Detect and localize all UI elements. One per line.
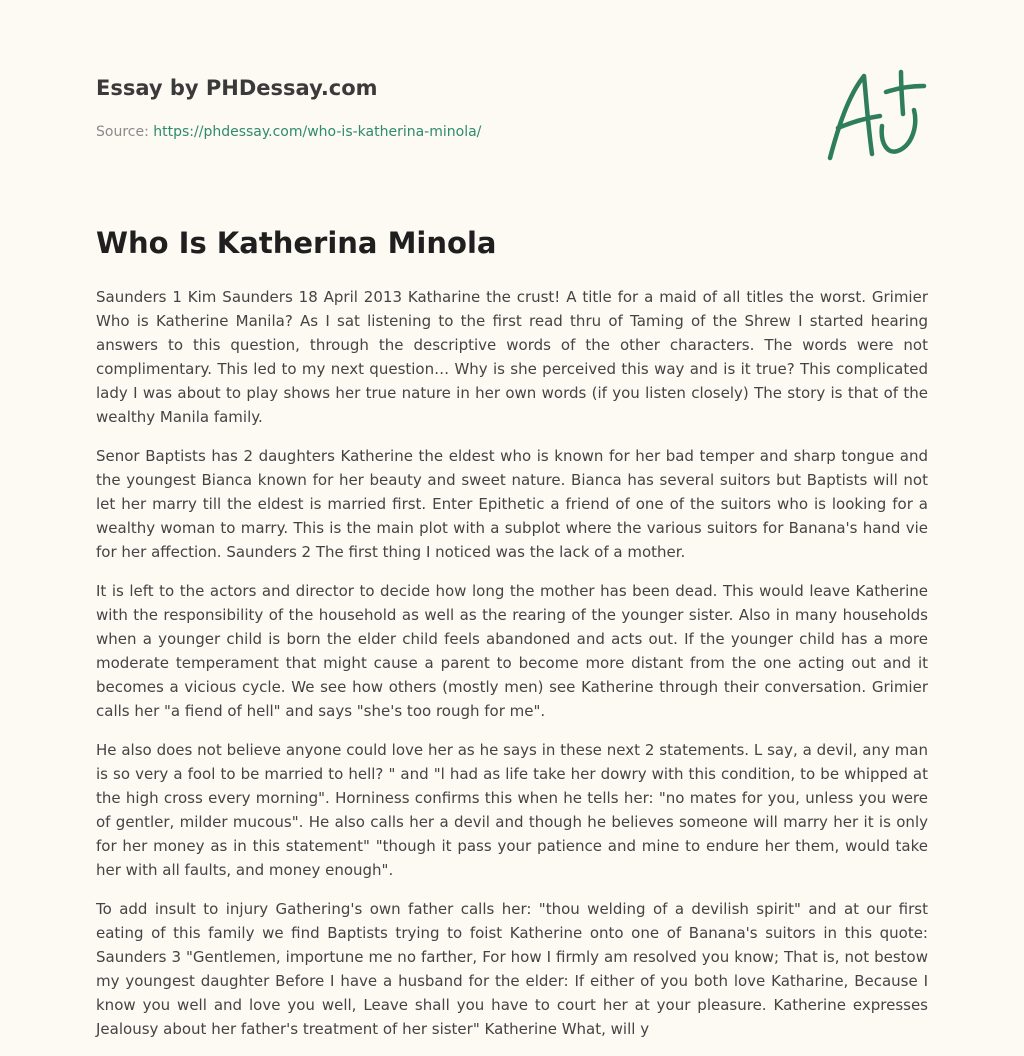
essay-title: Who Is Katherina Minola (96, 226, 497, 260)
paragraph-4: He also does not believe anyone could love her as he says in these next 2 statements. L say, a devil, any man is so very a fool to be married to hell? " and "l had as life take her dowry with this condition, to be whipped at the high cross every morning". Horniness confirms this when he tells her: "no mates for you, unless you were of gentler, milder mucous". He also calls her a devil and though he believes someone will marry her it is only for her money as in this statement" "though it pass your patience and mine to endure her them, would take her with all faults, and money enough". (96, 741, 928, 879)
source-label: Source: (96, 124, 154, 140)
paragraph-1: Saunders 1 Kim Saunders 18 April 2013 Katharine the crust! A title for a maid of all titles the worst. Grimier Who is Katherine Manila? As I sat listening to the first read thru of Taming of the Shrew I started hearing answers to this question, through the descriptive words of the other characters. The words were not complimentary. This led to my next question… Why is she perceived this way and is it true? This complicated lady I was about to play shows her true nature in her own words (if you listen closely) The story is that of the wealthy Manila family. (96, 288, 928, 426)
paragraph-2: Senor Baptists has 2 daughters Katherine the eldest who is known for her bad temper and sharp tongue and the youngest Bianca known for her beauty and sweet nature. Bianca has several suitors but Baptists will not let her marry till the eldest is married first. Enter Epithetic a friend of one of the suitors who is looking for a wealthy woman to marry. This is the main plot with a subplot where the various suitors for Banana's hand vie for her affection. Saunders 2 The first thing I noticed was the lack of a mother. (96, 447, 928, 561)
site-brand: Essay by PHDessay.com (96, 76, 378, 100)
a-plus-logo-svg (818, 66, 930, 166)
essay-body (96, 285, 928, 1056)
a-plus-grade-icon (818, 66, 930, 166)
paragraph-5: To add insult to injury Gathering's own father calls her: "thou welding of a devilish spirit" and at our first eating of this family we find Baptists trying to foist Katherine onto one of Banana's suitors in this quote: Saunders 3 "Gentlemen, importune me no farther, For how I firmly am resolved you know; That is, not bestow my youngest daughter Before I have a husband for the elder: If either of you both love Katharine, Because I know you well and love you well, Leave shall you have to court her at your pleasure. Katherine expresses Jealousy about her father's treatment of her sister" Katherine What, will y (96, 900, 928, 1038)
paragraph-3: It is left to the actors and director to decide how long the mother has been dead. This would leave Katherine with the responsibility of the household as well as the rearing of the younger sister. Also in many households when a younger child is born the elder child feels abandoned and acts out. If the younger child has a more moderate temperament that might cause a parent to become more distant from the one acting out and it becomes a vicious cycle. We see how others (mostly men) see Katherine through their conversation. Grimier calls her "a fiend of hell" and says "she's too rough for me". (96, 582, 928, 720)
source-link[interactable]: https://phdessay.com/who-is-katherina-minola/ (153, 124, 482, 140)
source-line (96, 124, 481, 140)
